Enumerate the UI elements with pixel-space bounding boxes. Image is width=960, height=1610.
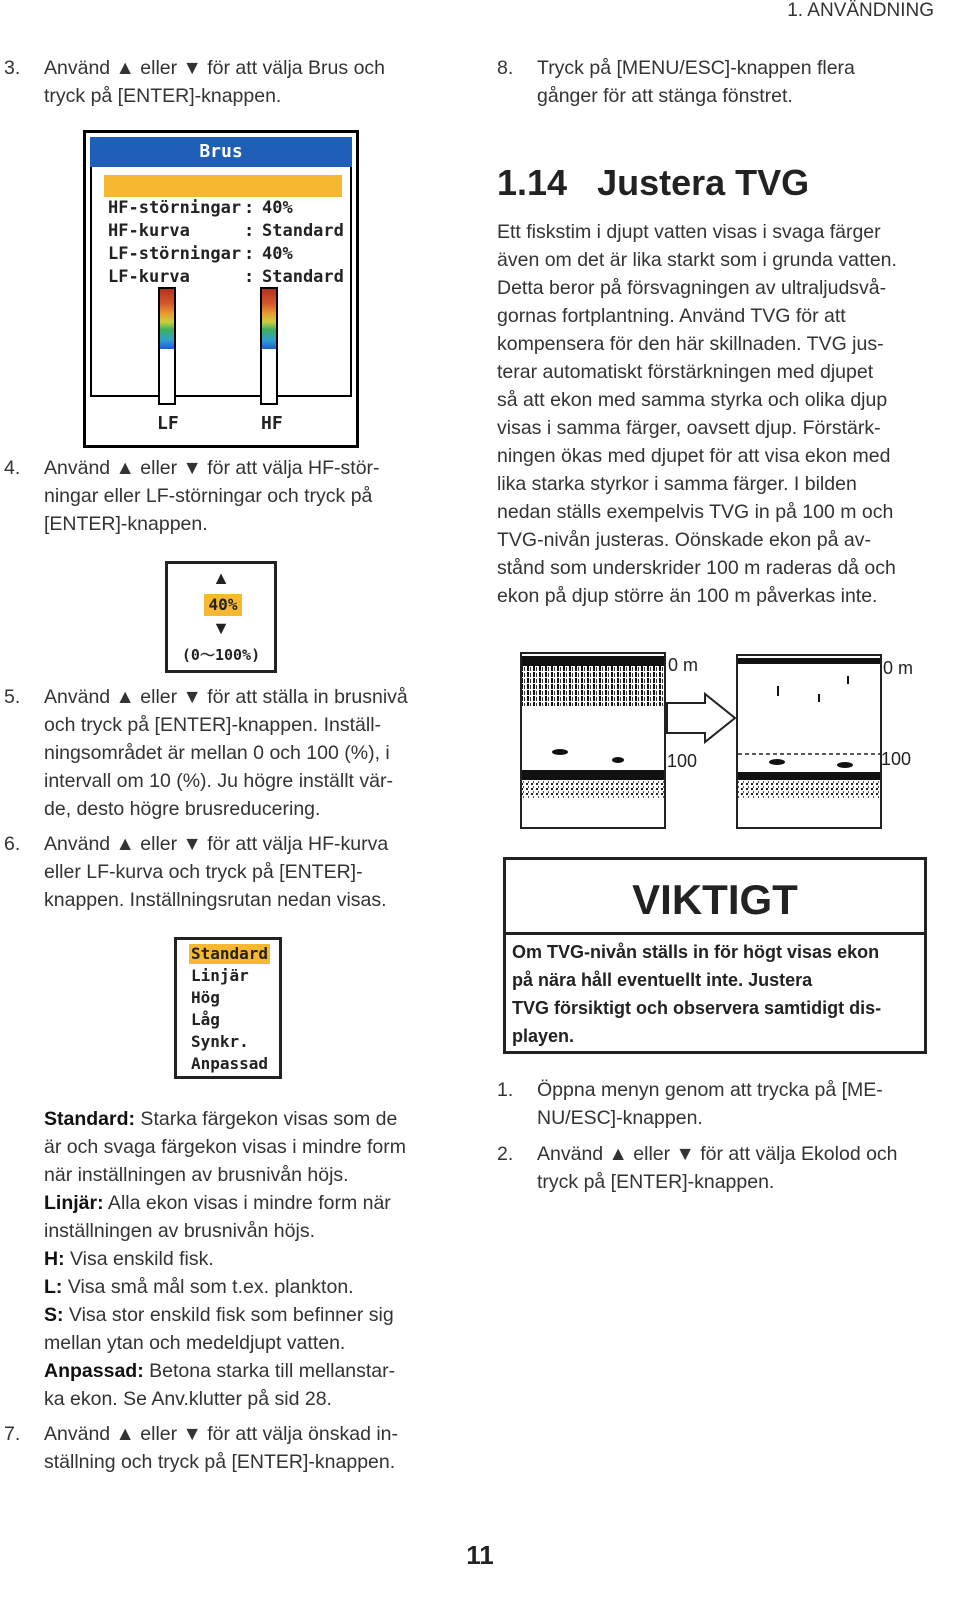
step-text: tryck på [ENTER]-knappen. (537, 1171, 775, 1193)
para-line: stånd som underskrider 100 m raderas då och (497, 557, 896, 579)
desc-label: Linjär: (44, 1192, 104, 1214)
para-line: även om det är lika starkt som i grunda vatten. (497, 249, 897, 271)
desc-label: L: (44, 1276, 63, 1298)
step-text: Använd ▲ eller ▼ för att ställa in brusnivå (44, 686, 408, 708)
para-line: ekon på djup större än 100 m påverkas inte. (497, 585, 878, 607)
step-text: och tryck på [ENTER]-knappen. Inställ- (44, 714, 382, 736)
warning-text: Om TVG-nivån ställs in för högt visas ekon (512, 942, 880, 962)
step-text: Använd ▲ eller ▼ för att välja HF-kurva (44, 833, 389, 855)
running-header: 1. ANVÄNDNING (787, 0, 934, 21)
menu-row-value: 40% (262, 244, 293, 264)
value-adjust-box (165, 561, 277, 673)
desc-text: inställningen av brusnivån höjs. (44, 1220, 316, 1242)
menu-row-value: Standard (262, 267, 344, 287)
step-text: ställning och tryck på [ENTER]-knappen. (44, 1451, 396, 1473)
value-range: (0～100%) (181, 646, 261, 664)
curve-option-synkr[interactable]: Synkr. (191, 1032, 249, 1051)
menu-row-lf-storningar[interactable]: LF-störningar : 40% (108, 244, 293, 264)
para-line: ningen ökas med djupet för att visa ekon med (497, 445, 891, 467)
step-text: intervall om 10 (%). Ju högre inställt vär- (44, 770, 393, 792)
step-number: 7. (4, 1423, 21, 1445)
curve-option-linjar[interactable]: Linjär (191, 966, 249, 985)
step-text: Använd ▲ eller ▼ för att välja Ekolod och (537, 1143, 898, 1165)
brus-menu-list (90, 167, 352, 397)
step-number: 5. (4, 686, 21, 708)
menu-row-hf-kurva[interactable]: HF-kurva : Standard (108, 221, 344, 241)
depth-label-100: 100 (881, 749, 912, 769)
curve-option-anpassad[interactable]: Anpassad (191, 1054, 269, 1073)
desc-text: Visa enskild fisk. (64, 1248, 214, 1270)
warning-box (503, 857, 927, 1054)
hf-bar-label: HF (261, 413, 283, 434)
seabed-echo (522, 770, 664, 780)
curve-options-menu (174, 937, 282, 1079)
desc-label: S: (44, 1304, 64, 1326)
para-line: så att ekon med samma styrka och olika djup (497, 389, 888, 411)
step-text: Använd ▲ eller ▼ för att välja önskad in- (44, 1423, 399, 1445)
desc-text: när inställningen av brusnivån höjs. (44, 1164, 349, 1186)
step-text: tryck på [ENTER]-knappen. (44, 85, 282, 107)
step-text: de, desto högre brusreducering. (44, 798, 321, 820)
depth-label-top: 0 m (883, 658, 914, 678)
warning-title: VIKTIGT (632, 876, 798, 923)
desc-text: Alla ekon visas i mindre form när (103, 1192, 391, 1214)
menu-row-key: LF-störningar (108, 244, 242, 264)
step-6 (4, 830, 454, 914)
desc-text: Visa små mål som t.ex. plankton. (62, 1276, 354, 1298)
echo-screen-after (737, 655, 881, 828)
down-arrow-icon[interactable]: ▼ (212, 618, 230, 638)
step-number: 2. (497, 1143, 514, 1165)
arrow-right-icon (667, 694, 735, 742)
curve-option-standard[interactable]: Standard (191, 944, 269, 963)
tvg-echo-illustration (515, 648, 935, 833)
fish-echo (847, 676, 849, 684)
step-text: NU/ESC]-knappen. (537, 1107, 703, 1129)
step-4 (4, 454, 454, 538)
para-line: kompensera för den här skillnaden. TVG jus- (497, 333, 884, 355)
menu-row-hf-storningar[interactable]: HF-störningar : 40% (104, 175, 342, 197)
fish-echo (818, 694, 820, 702)
desc-text: Starka färgekon visas som de (135, 1108, 398, 1130)
step-text: knappen. Inställningsrutan nedan visas. (44, 889, 387, 911)
noise-level-value[interactable]: 40% (204, 594, 242, 616)
desc-label: H: (44, 1248, 65, 1270)
desc-label: Standard: (44, 1108, 136, 1130)
para-line: lika starka styrkor i samma färger. I bilden (497, 473, 857, 495)
desc-text: mellan ytan och medeldjupt vatten. (44, 1332, 346, 1354)
menu-row-key: HF-kurva (108, 221, 190, 241)
desc-text: ka ekon. Se Anv.klutter på sid 28. (44, 1388, 332, 1410)
curve-option-hog[interactable]: Hög (191, 988, 220, 1007)
step-text: [ENTER]-knappen. (44, 513, 208, 535)
step-text: ningar eller LF-störningar och tryck på (44, 485, 373, 507)
depth-label-top: 0 m (668, 655, 699, 675)
menu-row-value: 40% (262, 198, 293, 218)
curve-descriptions (44, 1105, 464, 1413)
fish-echo (837, 762, 853, 768)
step-1 (497, 1076, 937, 1132)
step-2 (497, 1140, 937, 1196)
desc-text: Visa stor enskild fisk som befinner sig (63, 1304, 394, 1326)
step-text: eller LF-kurva och tryck på [ENTER]- (44, 861, 363, 883)
warning-text: TVG försiktigt och observera samtidigt dis- (512, 998, 882, 1018)
step-number: 1. (497, 1079, 514, 1101)
step-number: 8. (497, 57, 514, 79)
step-number: 4. (4, 457, 21, 479)
step-7 (4, 1420, 454, 1476)
para-line: visas i samma färger, oavsett djup. Förstärk- (497, 417, 881, 439)
step-number: 3. (4, 57, 21, 79)
para-line: terar automatiskt förstärkningen med djupet (497, 361, 874, 383)
para-line: TVG-nivån justeras. Oönskade ekon på av- (497, 529, 871, 551)
para-line: Detta beror på försvagningen av ultraljudsvå- (497, 277, 887, 299)
fish-echo (769, 759, 785, 765)
brus-menu-screen (83, 130, 359, 448)
menu-row-value: Standard (262, 221, 344, 241)
fish-echo (777, 686, 779, 696)
seabed-echo (738, 772, 880, 780)
step-text: Använd ▲ eller ▼ för att välja HF-stör- (44, 457, 380, 479)
step-text: Använd ▲ eller ▼ för att välja Brus och (44, 57, 386, 79)
desc-text: Betona starka till mellanstar- (143, 1360, 396, 1382)
step-text: Tryck på [MENU/ESC]-knappen flera (537, 57, 855, 79)
step-3 (4, 54, 454, 110)
para-line: gornas fortplantning. Använd TVG för att (497, 305, 846, 327)
curve-option-lag[interactable]: Låg (191, 1010, 220, 1029)
up-arrow-icon[interactable]: ▲ (212, 568, 230, 588)
step-text: ningsområdet är mellan 0 och 100 (%), i (44, 742, 390, 764)
lf-noise-bar (158, 287, 176, 405)
step-5 (4, 683, 454, 823)
warning-text: playen. (512, 1026, 575, 1046)
depth-label-100: 100 (667, 751, 698, 771)
step-8 (497, 54, 937, 110)
fish-echo (552, 749, 568, 755)
hf-noise-bar (260, 287, 278, 405)
tvg-paragraph (497, 218, 937, 610)
step-text: gånger för att stänga fönstret. (537, 85, 793, 107)
step-text: Öppna menyn genom att trycka på [ME- (537, 1079, 883, 1101)
brus-menu-title: Brus (90, 137, 352, 167)
section-heading: 1.14 Justera TVG (497, 162, 810, 203)
warning-text: på nära håll eventuellt inte. Justera (512, 970, 813, 990)
lf-bar-label: LF (157, 413, 179, 434)
para-line: nedan ställs exempelvis TVG in på 100 m och (497, 501, 894, 523)
fish-echo (612, 757, 624, 763)
para-line: Ett fiskstim i djupt vatten visas i svaga färger (497, 221, 881, 243)
desc-label: Anpassad: (44, 1360, 144, 1382)
step-number: 6. (4, 833, 21, 855)
menu-row-lf-kurva[interactable]: LF-kurva : Standard (108, 267, 344, 287)
menu-row-key: HF-störningar (108, 198, 242, 218)
page-number: 11 (466, 1540, 494, 1570)
menu-row-key: LF-kurva (108, 267, 190, 287)
desc-text: är och svaga färgekon visas i mindre form (44, 1136, 406, 1158)
